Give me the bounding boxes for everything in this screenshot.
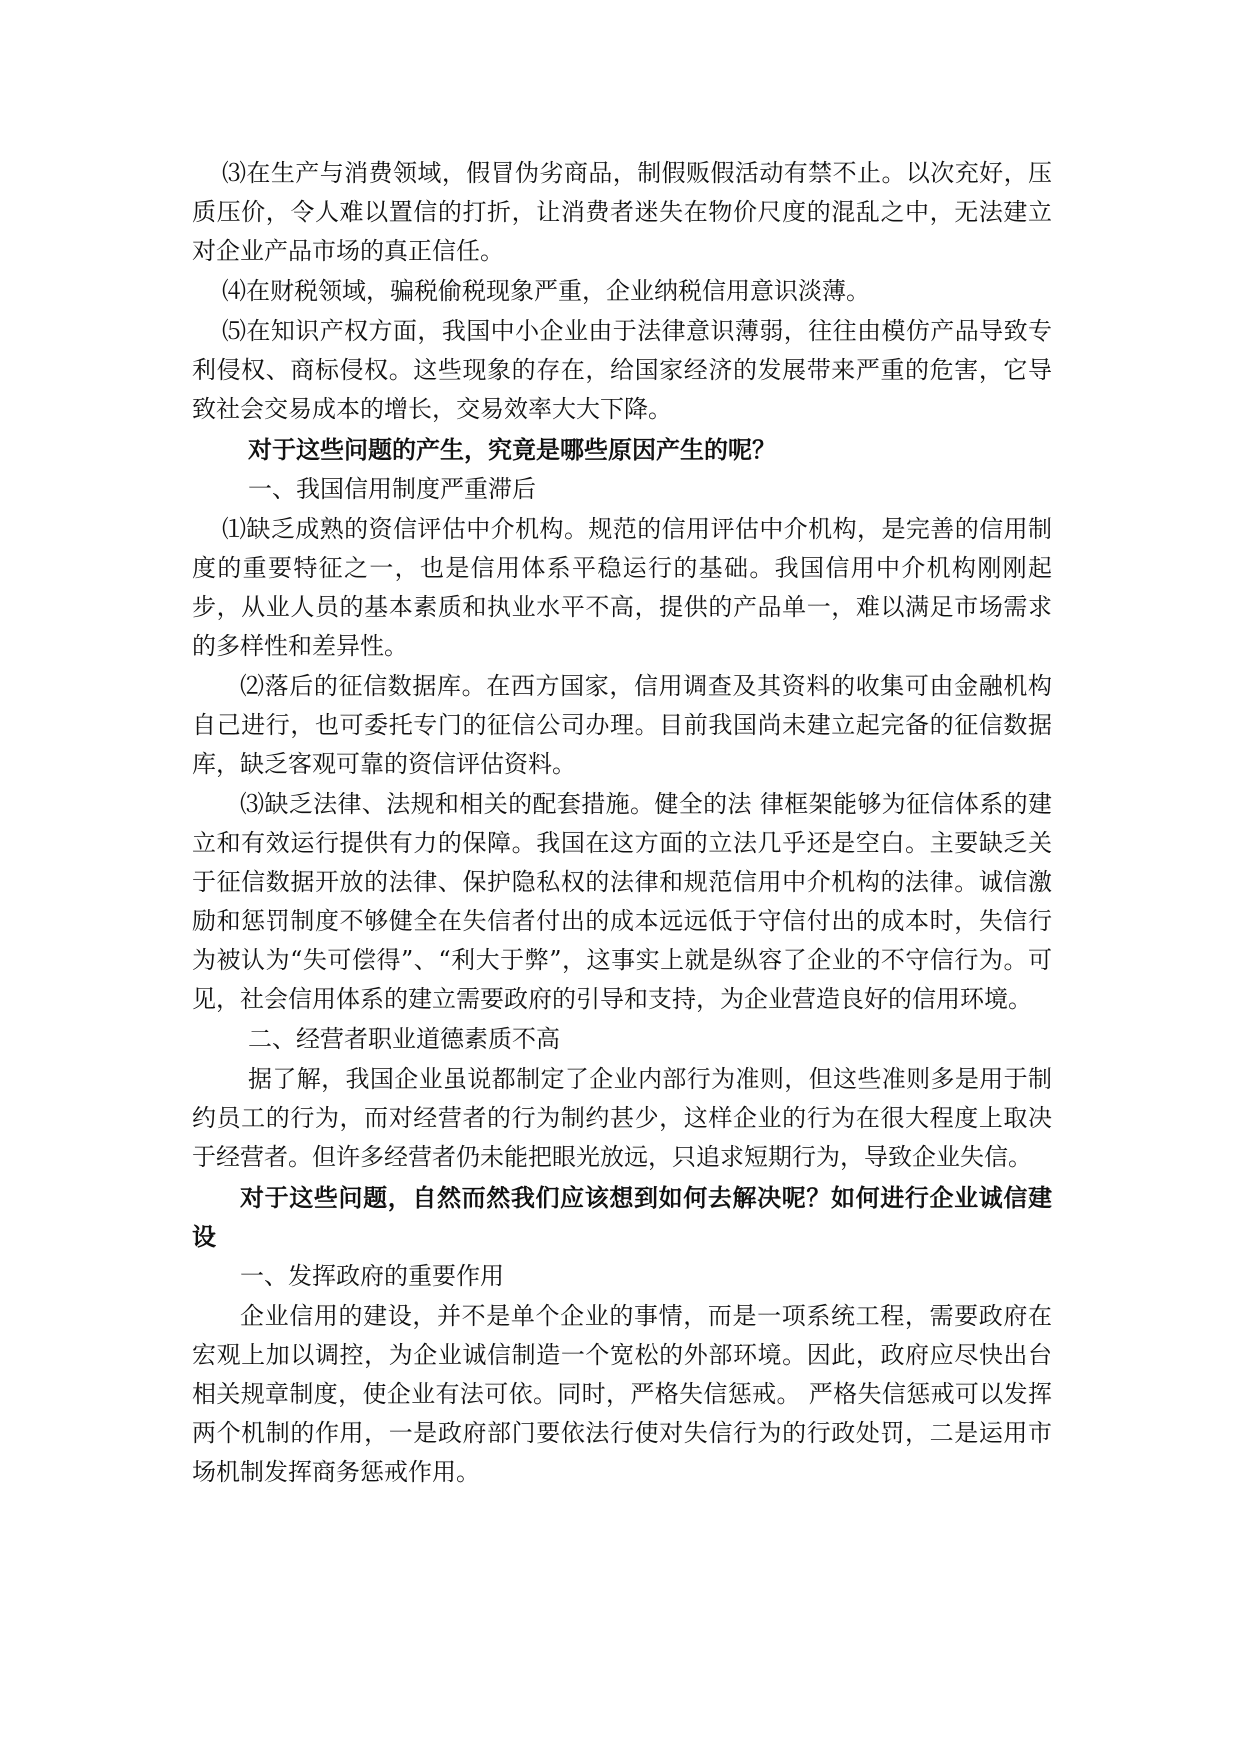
paragraph-tax-fraud: ⑷在财税领域，骗税偷税现象严重，企业纳税信用意识淡薄。 xyxy=(222,277,870,305)
section-heading-credit-system: 一、我国信用制度严重滞后 xyxy=(248,475,536,503)
paragraph-rating-agencies: ⑴缺乏成熟的资信评估中介机构。规范的信用评估中介机构，是完善的信用制度的重要特征之一，也是信用体系平稳运行的基础。我国信用中介机构刚刚起步，从业人员的基本素质和执业水平不高，提供的产品单一，难以满足市场需求的多样性和差异性。 xyxy=(192,515,1052,660)
question-heading-solutions: 对于这些问题，自然而然我们应该想到如何去解决呢？如何进行企业诚信建设 xyxy=(192,1183,1052,1251)
paragraph-government-regulation: 企业信用的建设，并不是单个企业的事情，而是一项系统工程，需要政府在宏观上加以调控，为企业诚信制造一个宽松的外部环境。因此，政府应尽快出台相关规章制度，使企业有法可依。同时，严格失信惩戒。 严格失信惩戒可以发挥两个机制的作用，一是政府部门要依法行使对失信行为的行政处罚，二是运用市场机制发挥商务惩戒作用。 xyxy=(192,1302,1052,1486)
document-body xyxy=(192,154,1052,1493)
question-heading-causes: 对于这些问题的产生，究竟是哪些原因产生的呢？ xyxy=(248,435,776,464)
paragraph-intellectual-property: ⑸在知识产权方面，我国中小企业由于法律意识薄弱，往往由模仿产品导致专利侵权、商标侵权。这些现象的存在，给国家经济的发展带来严重的危害，它导致社会交易成本的增长，交易效率大大下降。 xyxy=(192,317,1052,423)
paragraph-legal-framework: ⑶缺乏法律、法规和相关的配套措施。健全的法 律框架能够为征信体系的建立和有效运行提供有力的保障。我国在这方面的立法几乎还是空白。主要缺乏关于征信数据开放的法律、保护隐私权的法律和规范信用中介机构的法律。诚信激励和惩罚制度不够健全在失信者付出的成本远远低于守信付出的成本时，失信行为被认为“失可偿得”、“利大于弊”，这事实上就是纵容了企业的不守信行为。可见，社会信用体系的建立需要政府的引导和支持，为企业营造良好的信用环境。 xyxy=(192,790,1052,1013)
paragraph-credit-database: ⑵落后的征信数据库。在西方国家，信用调查及其资料的收集可由金融机构自己进行，也可委托专门的征信公司办理。目前我国尚未建立起完备的征信数据库，缺乏客观可靠的资信评估资料。 xyxy=(192,672,1052,778)
section-heading-government-role: 一、发挥政府的重要作用 xyxy=(240,1262,504,1290)
paragraph-counterfeit-goods: ⑶在生产与消费领域，假冒伪劣商品，制假贩假活动有禁不止。以次充好，压质压价，令人难以置信的打折，让消费者迷失在物价尺度的混乱之中，无法建立对企业产品市场的真正信任。 xyxy=(192,159,1052,265)
section-heading-ethics: 二、经营者职业道德素质不高 xyxy=(248,1025,560,1053)
paragraph-internal-rules: 据了解，我国企业虽说都制定了企业内部行为准则，但这些准则多是用于制约员工的行为，而对经营者的行为制约甚少，这样企业的行为在很大程度上取决于经营者。但许多经营者仍未能把眼光放远，只追求短期行为，导致企业失信。 xyxy=(192,1065,1052,1171)
